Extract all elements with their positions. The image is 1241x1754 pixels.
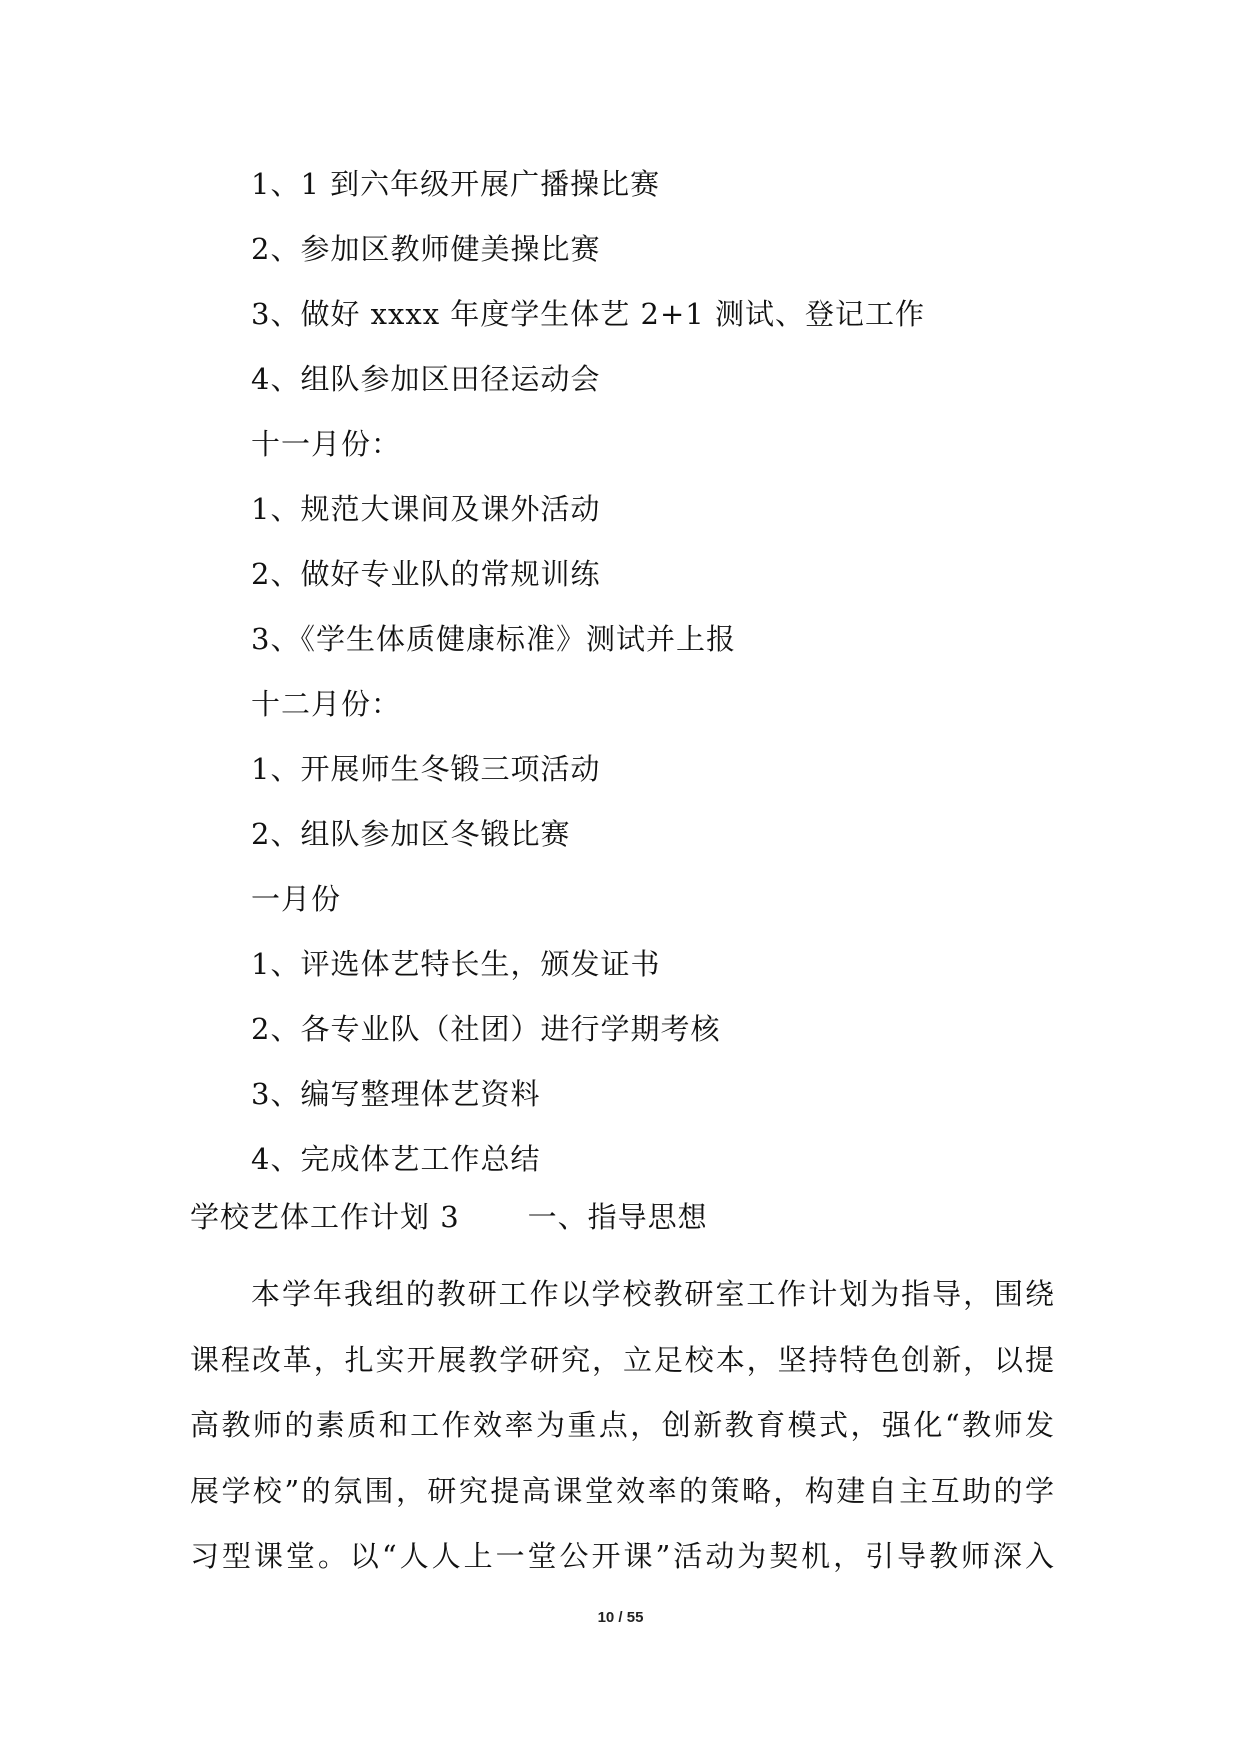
- list-item: 4、组队参加区田径运动会: [251, 362, 601, 396]
- list-item: 1、规范大课间及课外活动: [251, 492, 601, 526]
- paragraph-line: 课程改革，扎实开展教学研究，立足校本，坚持特色创新，以提: [190, 1342, 1055, 1377]
- list-item: 4、完成体艺工作总结: [251, 1142, 541, 1176]
- section-subheading: 一、指导思想: [527, 1200, 708, 1234]
- paragraph-line: 展学校”的氛围，研究提高课堂效率的策略，构建自主互助的学: [190, 1473, 1055, 1508]
- month-heading: 十一月份：: [251, 427, 402, 461]
- list-item: 3、《学生体质健康标准》测试并上报: [251, 622, 736, 656]
- list-item: 2、做好专业队的常规训练: [251, 557, 601, 591]
- list-item: 3、做好 xxxx 年度学生体艺 2+1 测试、登记工作: [251, 297, 925, 331]
- list-item: 1、评选体艺特长生，颁发证书: [251, 947, 661, 981]
- paragraph-line: 习型课堂。以“人人上一堂公开课”活动为契机，引导教师深入: [190, 1539, 1055, 1573]
- list-item: 1、1 到六年级开展广播操比赛: [251, 167, 661, 201]
- paragraph-line: 本学年我组的教研工作以学校教研室工作计划为指导，围绕: [251, 1277, 1055, 1311]
- list-item: 2、组队参加区冬锻比赛: [251, 817, 571, 851]
- section-title: 学校艺体工作计划 3: [190, 1200, 460, 1234]
- page-number: 10 / 55: [597, 1609, 644, 1626]
- list-item: 2、各专业队（社团）进行学期考核: [251, 1012, 721, 1046]
- paragraph-line: 高教师的素质和工作效率为重点，创新教育模式，强化“教师发: [190, 1408, 1055, 1442]
- list-item: 3、编写整理体艺资料: [251, 1077, 541, 1111]
- list-item: 2、参加区教师健美操比赛: [251, 232, 601, 266]
- month-heading: 十二月份：: [251, 687, 402, 721]
- section-heading: [190, 1197, 708, 1237]
- month-heading: 一月份: [251, 882, 342, 916]
- body-paragraph: [190, 1262, 1055, 1590]
- list-item: 1、开展师生冬锻三项活动: [251, 752, 601, 786]
